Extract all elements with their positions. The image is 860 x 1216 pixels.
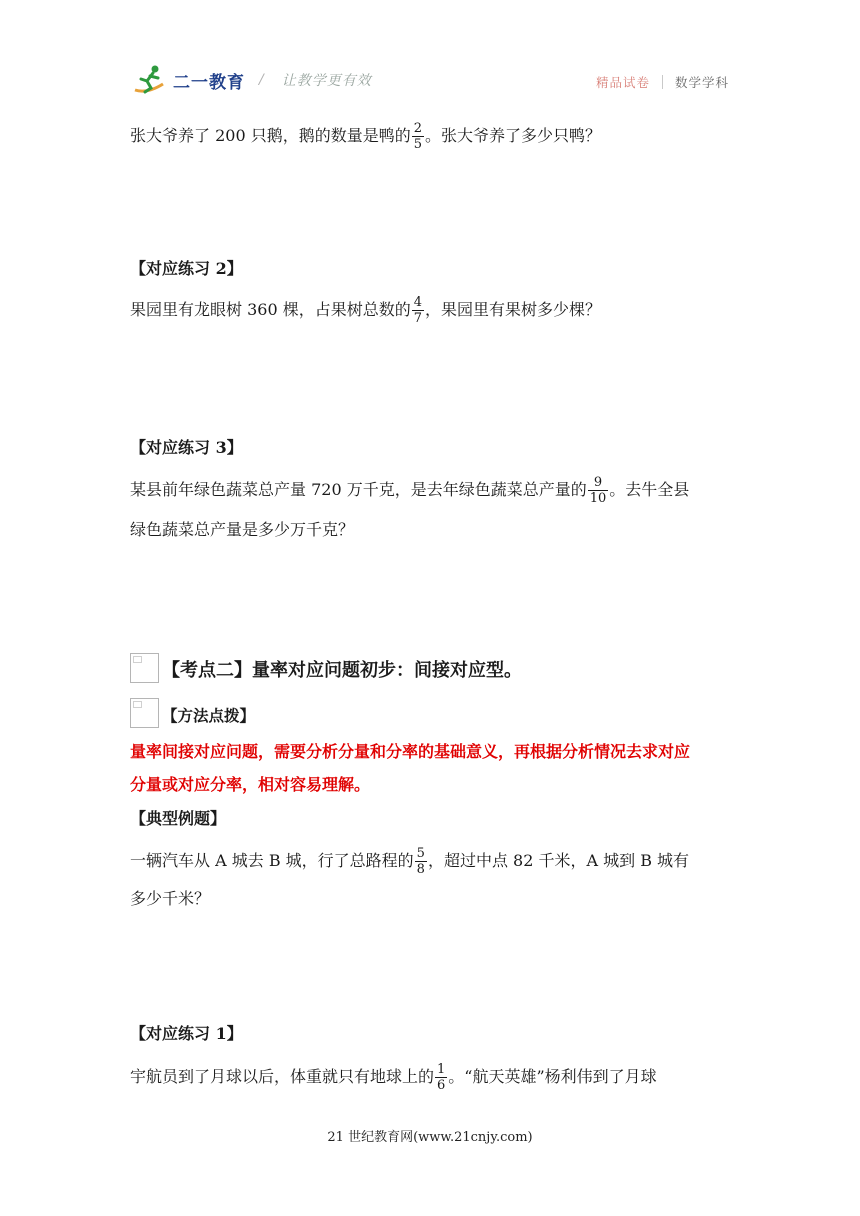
practice-3-text [130, 475, 689, 506]
brand-name: 二一教育 [173, 72, 245, 93]
question-text-part: ，超过中点 82 千米，A 城到 B 城有 [427, 851, 690, 870]
image-placeholder [130, 653, 159, 683]
question-text-part: 某县前年绿色蔬菜总产量 720 万千克，是去年绿色蔬菜总产量的 [130, 480, 587, 499]
section-title: 【考点二】量率对应问题初步：间接对应型。 [162, 660, 522, 681]
practice-1-text [130, 1062, 657, 1093]
question-text-part: 。“航天英雄”杨利伟到了月球 [448, 1067, 657, 1086]
example-text-line2: 多少千米？ [130, 889, 211, 908]
fraction-denominator: 6 [437, 1078, 446, 1093]
practice-3-text-line2: 绿色蔬菜总产量是多少万千克？ [130, 520, 355, 539]
fraction [412, 121, 424, 152]
fraction-denominator: 7 [413, 311, 422, 326]
question-text-part: 果园里有龙眼树 360 棵，占果树总数的 [130, 300, 411, 319]
slogan: 让教学更有效 [281, 73, 372, 89]
page-header [0, 0, 860, 110]
question-text-part: ，果园里有果树多少棵？ [425, 300, 602, 319]
image-placeholder [130, 698, 159, 728]
practice-2-text [130, 295, 601, 326]
question-text [130, 121, 601, 152]
practice-1-title: 【对应练习 1】 [130, 1024, 243, 1043]
logo [133, 64, 372, 96]
fraction-numerator: 4 [413, 295, 422, 310]
fraction [435, 1062, 447, 1093]
method-text-line2: 分量或对应分率，相对容易理解。 [130, 775, 371, 794]
fraction [588, 475, 609, 506]
fraction-numerator: 1 [437, 1062, 446, 1077]
fraction [415, 846, 427, 877]
practice-2-title: 【对应练习 2】 [130, 259, 243, 278]
header-right [596, 73, 729, 91]
fraction-denominator: 5 [413, 137, 422, 152]
header-divider [662, 75, 663, 89]
example-title: 【典型例题】 [130, 809, 227, 828]
fraction-denominator: 10 [589, 491, 607, 506]
question-text-part: 。去牛全县 [609, 480, 690, 499]
method-text-line1: 量率间接对应问题，需要分析分量和分率的基础意义，再根据分析情况去求对应 [130, 742, 691, 761]
divider-slash: / [259, 72, 264, 88]
fraction [412, 295, 424, 326]
runner-logo-icon [133, 64, 169, 96]
fraction-numerator: 2 [413, 121, 422, 136]
fraction-numerator: 5 [416, 846, 425, 861]
page-footer: 21 世纪教育网(www.21cnjy.com) [327, 1130, 533, 1145]
question-text-part: 一辆汽车从 A 城去 B 城，行了总路程的 [130, 851, 414, 870]
practice-3-title: 【对应练习 3】 [130, 438, 243, 457]
fraction-numerator: 9 [593, 475, 603, 490]
example-text [130, 846, 689, 877]
header-tag: 精品试卷 [595, 75, 650, 90]
question-text-part: 。张大爷养了多少只鸭？ [425, 126, 602, 145]
question-text-part: 张大爷养了 200 只鹅，鹅的数量是鸭的 [130, 126, 411, 145]
question-text-part: 宇航员到了月球以后，体重就只有地球上的 [130, 1067, 435, 1086]
method-title: 【方法点拨】 [162, 707, 256, 725]
header-subject: 数学学科 [674, 75, 729, 90]
fraction-denominator: 8 [416, 862, 425, 877]
